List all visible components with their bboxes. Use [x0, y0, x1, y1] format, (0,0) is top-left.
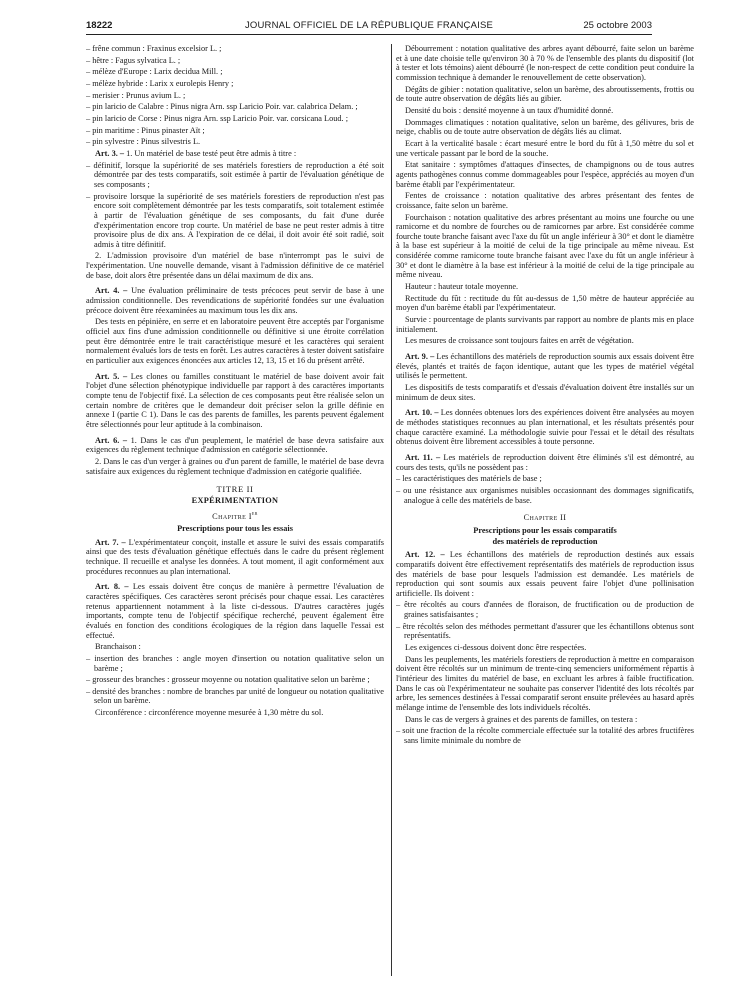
paragraph: Dégâts de gibier : notation qualitative, selon un barème, des abroutissements, frottis ou de toute autre observation de dégâts liés au gibier. [396, 84, 694, 104]
paragraph: Etat sanitaire : symptômes d'attaques d'insectes, de champignons ou de tous autres agents pathogènes connus comme dommageables pour l'espèce, appréciés au moyen d'un barème établi par l'expérimentateur. [396, 160, 694, 189]
page-number: 18222 [86, 20, 113, 31]
article-11: Art. 11. – Les matériels de reproduction doivent être éliminés s'il est démontré, au cours des tests, qu'ils ne possèdent pas : [396, 452, 694, 472]
article-label: Art. 10. – [405, 408, 439, 418]
paragraph: Survie : pourcentage de plants survivants par rapport au nombre de plants mis en place initialement. [396, 315, 694, 334]
article-3: Art. 3. – 1. Un matériel de base testé peut être admis à titre : [95, 148, 297, 158]
species-item: – hêtre : Fagus sylvatica L. ; [86, 55, 181, 65]
article-10: Art. 10. – Les données obtenues lors des expériences doivent être analysées au moyen de méthodes statistiques reconnues au plan international, et les résultats présentés pour chaque caractère examiné. La méthodologie suivie pour l'essai et le détail des résultats obtenus doivent être librement accessibles à toute personne. [396, 408, 694, 447]
species-item: – merisier : Prunus avium L. ; [86, 90, 186, 100]
species-list [86, 44, 384, 147]
article-8: Art. 8. – Les essais doivent être conçus de manière à permettre l'évaluation de caractères spécifiques. Ces caractères seront précisés pour chaque essai. Les caractères retenus appartiennent notamment à la liste ci-dessous. D'autres caractères jugés importants, compte tenu de l'objectif spécifique recherché, peuvent également être évalués en fonction des conditions écologiques de la région dans laquelle l'essai est effectué. [86, 582, 384, 640]
paragraph: Les dispositifs de tests comparatifs et d'essais d'évaluation doivent être installés sur un minimum de deux sites. [396, 383, 694, 402]
titre-heading: TITRE II [216, 484, 254, 495]
species-item: – pin maritime : Pinus pinaster Aït ; [86, 125, 205, 135]
paragraph: Dans les peuplements, les matériels forestiers de reproduction à mettre en comparaison doivent être récoltés sur un minimum de trente-cinq semenciers uniformément répartis à l'intérieur des limites du matériel de base, en excluant les arbres à faible fructification. Dans le cas où l'expérimentateur ne souhaite pas conserver l'identité des lots récoltés par arbre, les semences destinées à l'essai comparatif seront ensuite prélevées au hasard après mélange intime de l'ensemble des lots individuels récoltés. [396, 654, 694, 713]
paragraph: Dommages climatiques : notation qualitative, selon un barème, des gélivures, bris de neige, chablis ou de toute autre observation de dégâts liés au climat. [396, 117, 694, 137]
paragraph: Des tests en pépinière, en serre et en laboratoire peuvent être acceptés par l'organisme officiel aux fins d'une admission conditionnelle ou définitive si une étroite corrélation peut être démontrée entre le trait caractéristique mesuré et les caractères qui seraient normalement évalués lors de tests en forêt. Les autres caractères à tester doivent satisfaire en particulier aux exigences énoncées aux articles 12, 13, 15 et 16 du présent arrêté. [86, 317, 384, 366]
list-item: – insertion des branches : angle moyen d'insertion ou notation qualitative selon un barème ; [86, 653, 384, 673]
article-label: Art. 8. – [95, 582, 129, 592]
paragraph: Fentes de croissance : notation qualitative des arbres présentant des fentes de croissance, faite selon un barème. [396, 191, 694, 210]
paragraph: Rectitude du fût : rectitude du fût au-dessus de 1,50 mètre de hauteur appréciée au moyen d'un barème établi par l'expérimentateur. [396, 293, 694, 313]
paragraph: Les exigences ci-dessous doivent donc être respectées. [405, 643, 587, 653]
species-item: – mélèze d'Europe : Larix decidua Mill. ; [86, 67, 223, 77]
list-item: – être récoltés au cours d'années de floraison, de fructification ou de production de graines satisfaisantes ; [396, 600, 694, 620]
section-heading: EXPÉRIMENTATION [191, 495, 279, 505]
right-column [396, 44, 694, 979]
publication-date: 25 octobre 2003 [583, 20, 652, 31]
article-4: Art. 4. – Une évaluation préliminaire de tests précoces peut servir de base à une admission conditionnelle. Des revendications de supériorité fondées sur une évaluation précoce doivent être réexaminées au maximum tous les dix ans. [86, 286, 384, 315]
journal-title: JOURNAL OFFICIEL DE LA RÉPUBLIQUE FRANÇAISE [244, 20, 494, 31]
paragraph: Débourrement : notation qualitative des arbres ayant débourré, faite selon un barème et à une date choisie telle qu'environ 30 à 70 % de l'ensemble des plants du dispositif (lot à tester et lots témoins) aient débourré (le non-respect de cette condition peut conduire la commission technique à demander le renouvellement de cette observation). [396, 44, 694, 82]
paragraph: Fourchaison : notation qualitative des arbres présentant au moins une fourche ou une ramicorne et du nombre de fourches ou de ramicornes par arbre. Est considérée comme fourche toute branche faisant avec l'axe du fût un angle inférieur à 30° et dont le diamètre à la base est supérieur à la moitié de celui de la tige principale au même niveau. Est considérée comme ramicorne toute branche faisant avec l'axe du fût un angle inférieur à 30° et dont le diamètre à la base est inférieur à la moitié de celui de la tige principale au même niveau. [396, 212, 694, 280]
article-5: Art. 5. – Les clones ou familles constituant le matériel de base doivent avoir fait l'objet d'une sélection phénotypique individuelle par rapport à des caractères importants compte tenu de l'objectif fixé. La sélection de ces composants peut être réalisée selon un certain nombre de critères que le demandeur doit préciser selon la grille définie en annexe I (partie C 1). Dans le cas des parents de familles, les parents peuvent également être sélectionnés pour leur aptitude à la combinaison. [86, 371, 384, 429]
list-item: – soit une fraction de la récolte commerciale effectuée sur la totalité des arbres fructifères sans limite minimale du nombre de [396, 726, 694, 745]
paragraph: Ecart à la verticalité basale : écart mesuré entre le bord du fût à 1,50 mètre du sol et une verticale passant par le bord de la souche. [396, 138, 694, 158]
chapter-title: Prescriptions pour les essais comparatifs [473, 525, 617, 535]
species-item: – frêne commun : Fraxinus excelsior L. ; [86, 44, 222, 53]
article-label: Art. 4. – [95, 286, 128, 296]
list-item: – être récoltés selon des méthodes permettant d'assurer que les échantillons obtenus sont représentatifs. [396, 621, 694, 641]
list-item: – les caractéristiques des matériels de base ; [396, 474, 542, 484]
paragraph: Les mesures de croissance sont toujours faites en arrêt de végétation. [405, 336, 634, 346]
article-label: Art. 9. – [405, 352, 435, 362]
article-label: Art. 5. – [95, 371, 128, 381]
article-label: Art. 12. – [405, 550, 445, 560]
paragraph: Densité du bois : densité moyenne à un taux d'humidité donné. [405, 105, 614, 115]
article-label: Art. 11. – [405, 452, 441, 462]
list-item: – provisoire lorsque la supériorité de ses matériels forestiers de reproduction n'est pas encore soit complètement démontrée par les tests comparatifs, soit totalement estimée à partir de l'évaluation génétique de ses composants, du fait d'une durée d'expérimentation encore trop courte. Un matériel de base ne peut rester admis à titre provisoire plus de dix ans. A l'expiration de ce délai, il doit avoir été soit radié, soit admis à titre définitif. [86, 191, 384, 249]
left-column [86, 44, 384, 979]
species-item: – pin sylvestre : Pinus silvestris L. [86, 137, 201, 147]
column-divider [391, 44, 392, 976]
article-9: Art. 9. – Les échantillons des matériels de reproduction soumis aux essais doivent être élevés, plantés et traités de façon identique, autant que les types de matériel végétal utilisés le permettent. [396, 352, 694, 381]
paragraph: 2. L'admission provisoire d'un matériel de base n'interrompt pas le suivi de l'expérimentation. Une nouvelle demande, visant à l'admission définitive de ce matériel de base, doit alors être présentée dans un délai maximum de dix ans. [86, 251, 384, 280]
article-label: Art. 7. – [95, 537, 126, 547]
paragraph: 2. Dans le cas d'un verger à graines ou d'un parent de famille, le matériel de base devra satisfaire aux exigences du règlement technique d'admission en catégorie qualifiée. [86, 456, 384, 476]
list-item: – définitif, lorsque la supériorité de ses matériels forestiers de reproduction a été soit démontrée par des tests comparatifs, soit estimée à partir de l'évaluation génétique de ses composants ; [86, 160, 384, 189]
species-item: – mélèze hybride : Larix x eurolepis Henry ; [86, 78, 234, 88]
article-7: Art. 7. – L'expérimentateur conçoit, installe et assure le suivi des essais comparatifs ainsi que des tests d'évaluation génétique effectués dans le cadre du présent règlement technique. Il recueille et analyse les données. A tout moment, il agit conformément aux procédures reconnues au plan international. [86, 537, 384, 576]
page-header [86, 20, 652, 35]
species-item: – pin laricio de Calabre : Pinus nigra Arn. ssp Laricio Poir. var. calabrica Delam. ; [86, 102, 358, 112]
paragraph: Branchaison : [95, 642, 141, 652]
list-item: – densité des branches : nombre de branches par unité de longueur ou notation qualitative selon un barème. [86, 686, 384, 706]
chapter-heading: Chapitre Ier [212, 510, 258, 521]
chapter-heading: Chapitre II [523, 513, 567, 523]
article-12: Art. 12. – Les échantillons des matériels de reproduction destinés aux essais comparatifs doivent être effectivement représentatifs des matériels de reproduction issus des matériels de base pour lesquels l'admission est demandée. Les matériels de reproduction qui sont soumis aux essais peuvent faire l'objet d'une pollinisation artificielle. Ils doivent : [396, 550, 694, 598]
paragraph: Dans le cas de vergers à graines et des parents de familles, on testera : [405, 714, 638, 724]
paragraph: Circonférence : circonférence moyenne mesurée à 1,30 mètre du sol. [95, 708, 324, 718]
chapter-title: Prescriptions pour tous les essais [177, 523, 293, 533]
chapter-title: des matériels de reproduction [492, 536, 598, 546]
article-6: Art. 6. – 1. Dans le cas d'un peuplement, le matériel de base devra satisfaire aux exigences du règlement technique d'admission en catégorie sélectionnée. [86, 435, 384, 455]
list-item: – grosseur des branches : grosseur moyenne ou notation qualitative selon un barème ; [86, 675, 370, 685]
article-label: Art. 3. – [95, 148, 125, 158]
article-label: Art. 6. – [95, 435, 128, 445]
species-item: – pin laricio de Corse : Pinus nigra Arn. ssp Laricio Poir. var. corsicana Loud. ; [86, 113, 348, 123]
list-item: – ou une résistance aux organismes nuisibles occasionnant des dommages significatifs, analogue à celle des matériels de base. [396, 485, 694, 505]
paragraph: Hauteur : hauteur totale moyenne. [405, 282, 519, 292]
